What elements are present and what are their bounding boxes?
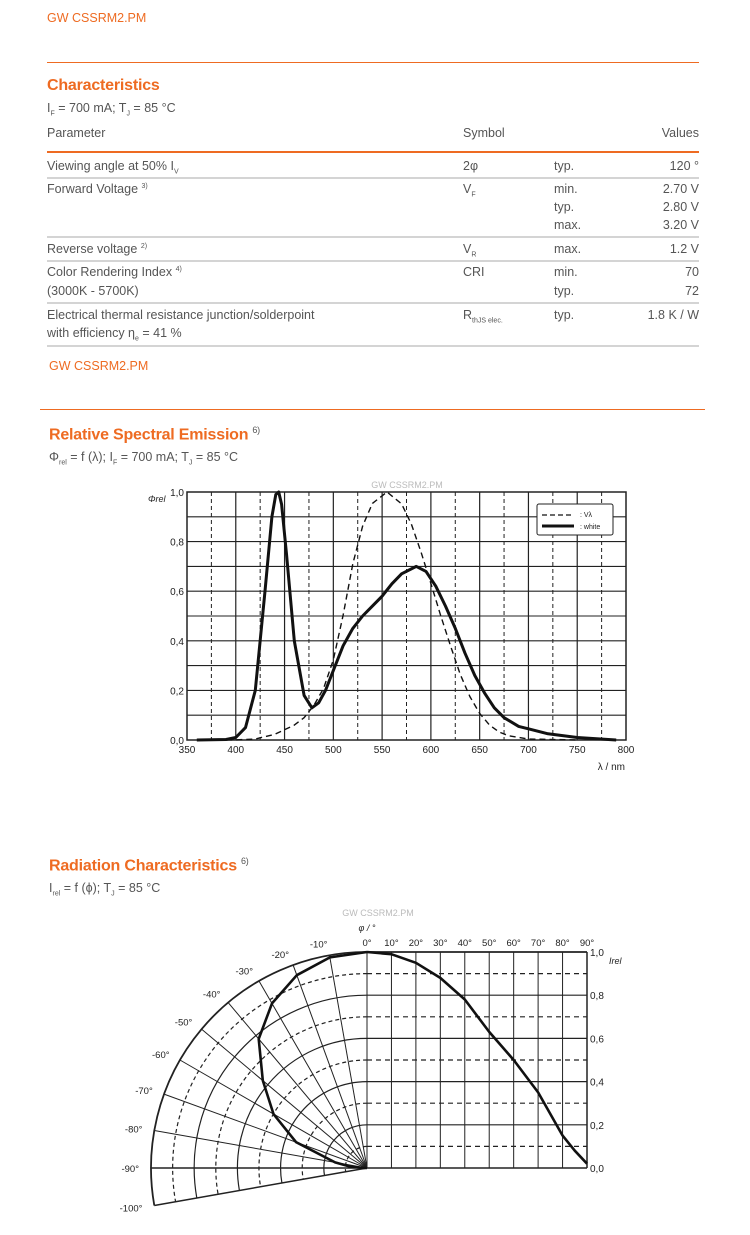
x-tick-label: 70° <box>530 938 546 949</box>
symbol-cell: $V_F$ <box>463 182 476 199</box>
polar-radial-line <box>154 1168 367 1206</box>
document-code: GW CSSRM2.PM <box>47 11 147 25</box>
chart-watermark: GW CSSRM2.PM <box>342 908 414 918</box>
x-axis-label: λ / nm <box>597 762 625 773</box>
condition-cell: min. <box>554 265 578 279</box>
param-cell: Viewing angle at 50% $I_V$ <box>47 159 179 176</box>
legend-label: : white <box>580 524 601 531</box>
symbol-cell: $V_R$ <box>463 242 477 259</box>
condition-cell: typ. <box>554 159 575 173</box>
x-tick-label: 650 <box>471 745 489 756</box>
intensity-curve-cartesian <box>367 952 587 1164</box>
column-header-parameter: Parameter <box>47 126 106 140</box>
x-tick-label: 80° <box>555 938 570 949</box>
x-tick-label: 350 <box>178 745 196 756</box>
y-tick-label: 0,2 <box>590 1120 604 1132</box>
x-tick-label: 90° <box>579 938 595 949</box>
x-tick-label: 0° <box>362 938 372 949</box>
value-cell: 72 <box>685 284 699 298</box>
y-axis-label: Φrel <box>148 494 166 504</box>
y-tick-label: 0,4 <box>170 636 184 648</box>
x-tick-label: 800 <box>617 745 635 756</box>
param-cell-line2: with efficiency $\eta_e = 41$ % <box>47 326 182 343</box>
y-tick-label: 0,6 <box>170 587 184 599</box>
chart-watermark: GW CSSRM2.PM <box>371 480 443 490</box>
radiation-conditions: $I_{rel} = f$ (ϕ); $T_J = 85$ °C <box>49 881 161 898</box>
condition-cell: typ. <box>554 200 575 214</box>
x-tick-label: 550 <box>373 745 391 756</box>
polar-tick-label: -50° <box>174 1017 193 1029</box>
intensity-curve-polar <box>259 949 367 1168</box>
x-tick-label: 400 <box>227 745 245 756</box>
y-tick-label: 0,8 <box>170 537 184 549</box>
condition-cell: max. <box>554 242 582 256</box>
y-tick-label: 0,4 <box>590 1077 604 1089</box>
condition-cell: max. <box>554 218 582 232</box>
value-cell: 3.20 V <box>662 218 699 232</box>
param-cell-line2: (3000K - 5700K) <box>47 284 139 298</box>
polar-tick-label: -10° <box>309 939 328 951</box>
y-tick-label: 0,2 <box>170 686 184 698</box>
polar-tick-label: -90° <box>121 1164 139 1175</box>
y-axis-label: Irel <box>609 956 622 966</box>
value-cell: 120 ° <box>669 159 699 173</box>
characteristics-title: Characteristics <box>47 77 160 94</box>
y-tick-label: 0,6 <box>590 1034 604 1046</box>
param-cell: Color Rendering Index $^{4)}$ <box>47 265 182 279</box>
y-tick-label: 1,0 <box>590 948 604 959</box>
symbol-cell: CRI <box>463 265 485 279</box>
polar-tick-label: -80° <box>124 1124 143 1136</box>
column-header-values: Values <box>661 126 699 140</box>
y-tick-label: 0,0 <box>590 1164 604 1175</box>
polar-tick-label: -40° <box>202 989 221 1001</box>
value-cell: 2.70 V <box>662 182 699 196</box>
x-tick-label: 40° <box>457 938 472 949</box>
document-code-footer: GW CSSRM2.PM <box>49 359 149 373</box>
x-tick-label: 750 <box>568 745 586 756</box>
x-tick-label: 500 <box>324 745 342 756</box>
value-cell: 1.2 V <box>669 242 699 256</box>
y-tick-label: 0,8 <box>590 991 604 1003</box>
value-cell: 2.80 V <box>662 200 699 214</box>
polar-tick-label: -30° <box>235 966 253 978</box>
x-tick-label: 600 <box>422 745 440 756</box>
radiation-title: Radiation Characteristics $^{6)}$ <box>49 856 249 875</box>
value-cell: 1.8 K / W <box>647 308 699 322</box>
value-cell: 70 <box>685 265 699 279</box>
param-cell: Reverse voltage $^{2)}$ <box>47 242 148 256</box>
polar-tick-label: -60° <box>152 1050 170 1061</box>
x-tick-label: 50° <box>482 938 497 949</box>
param-cell: Forward Voltage $^{3)}$ <box>47 182 148 196</box>
column-header-symbol: Symbol <box>463 126 505 140</box>
spectral-title: Relative Spectral Emission $^{6)}$ <box>49 425 260 444</box>
spectral-conditions: $\Phi_{rel} = f$ (λ); $I_F = 700$ mA; $T_J = 85$ °C <box>49 450 239 467</box>
x-tick-label: 450 <box>276 745 293 756</box>
x-tick-label: 60° <box>506 938 521 949</box>
legend-label: : Vλ <box>580 512 593 519</box>
polar-tick-label: -70° <box>135 1086 153 1098</box>
symbol-cell: 2φ <box>463 159 479 173</box>
polar-tick-label: -20° <box>271 949 290 961</box>
x-tick-label: 20° <box>408 938 424 949</box>
y-tick-label: 1,0 <box>170 488 184 499</box>
polar-tick-label: -100° <box>119 1203 143 1215</box>
x-tick-label: 10° <box>384 938 399 949</box>
symbol-cell: $R_{thJS elec.}$ <box>463 308 503 325</box>
param-cell: Electrical thermal resistance junction/solderpoint <box>47 308 315 322</box>
characteristics-conditions: $I_F = 700$ mA; $T_J = 85$ °C <box>47 101 176 118</box>
y-tick-label: 0,0 <box>170 736 184 747</box>
condition-cell: min. <box>554 182 578 196</box>
condition-cell: typ. <box>554 308 575 322</box>
x-tick-label: 30° <box>433 938 448 949</box>
x-tick-label: 700 <box>520 745 537 756</box>
condition-cell: typ. <box>554 284 575 298</box>
x-axis-label: φ / ° <box>358 923 376 933</box>
